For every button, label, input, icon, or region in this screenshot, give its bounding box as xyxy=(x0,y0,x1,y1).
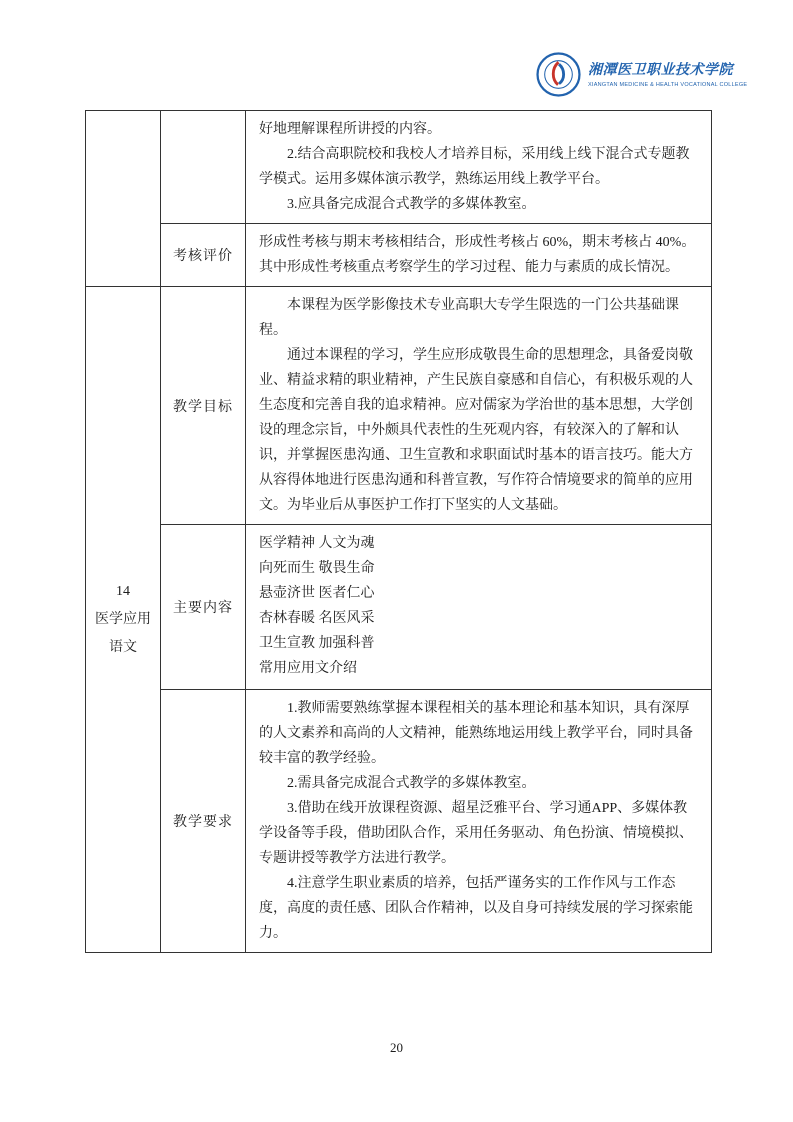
paragraph: 2.需具备完成混合式教学的多媒体教室。 xyxy=(287,776,536,791)
requirements-content-cell xyxy=(246,690,712,953)
course-id-cell xyxy=(86,287,161,953)
table-row-main-content xyxy=(86,525,712,690)
paragraph: 通过本课程的学习，学生应形成敬畏生命的思想理念，具备爱岗敬业、精益求精的职业精神，产生民族自豪感和自信心，有积极乐观的人生态度和完善自我的追求精神。应对儒家为学治世的基本思想，大学创设的理念宗旨，中外颇具代表性的生死观内容，有较深入的了解和认识，并掌握医患沟通、卫生宣教和求职面试时基本的语言技巧。能大方从容得体地进行医患沟通和科普宣教，写作符合情境要求的简单的应用文。为毕业后从事医护工作打下坚实的人文基础。 xyxy=(259,348,693,513)
college-name-cn: 湘潭医卫职业技术学院 xyxy=(588,62,733,78)
table-row-objectives xyxy=(86,287,712,525)
content-item: 卫生宣教 加强科普 xyxy=(259,636,375,651)
page-number: 20 xyxy=(390,1040,403,1055)
college-name-block xyxy=(588,62,747,88)
content-item: 悬壶济世 医者仁心 xyxy=(259,586,375,601)
table-row-requirements xyxy=(86,690,712,953)
table-row-continuation-content xyxy=(86,111,712,224)
course-number: 14 xyxy=(116,583,130,599)
requirements-label-cell: 教学要求 xyxy=(161,690,246,953)
main-content-cell xyxy=(246,525,712,690)
content-item: 常用应用文介绍 xyxy=(259,661,357,676)
college-name-en: XIANGTAN MEDICINE & HEALTH VOCATIONAL COLLEGE xyxy=(588,81,748,88)
college-emblem-icon xyxy=(536,52,581,97)
assessment-label-cell: 考核评价 xyxy=(161,224,246,287)
paragraph: 2.结合高职院校和我校人才培养目标，采用线上线下混合式专题教学模式。运用多媒体演示教学，熟练运用线上教学平台。 xyxy=(259,147,690,187)
objectives-label-cell: 教学目标 xyxy=(161,287,246,525)
paragraph: 好地理解课程所讲授的内容。 xyxy=(259,122,441,137)
objectives-content-cell xyxy=(246,287,712,525)
course-syllabus-table xyxy=(85,110,712,953)
paragraph: 4.注意学生职业素质的培养，包括严谨务实的工作作风与工作态度，高度的责任感、团队合作精神，以及自身可持续发展的学习探索能力。 xyxy=(259,876,693,941)
course-name-line1: 医学应用 xyxy=(95,611,151,627)
row-label-cell-empty xyxy=(161,111,246,224)
table-row-assessment xyxy=(86,224,712,287)
college-logo xyxy=(536,52,747,97)
paragraph: 3.应具备完成混合式教学的多媒体教室。 xyxy=(287,197,536,212)
content-item: 向死而生 敬畏生命 xyxy=(259,561,375,576)
course-id-cell-empty xyxy=(86,111,161,287)
paragraph: 3.借助在线开放课程资源、超星泛雅平台、学习通APP、多媒体教学设备等手段，借助团队合作，采用任务驱动、角色扮演、情境模拟、专题讲授等教学方法进行教学。 xyxy=(259,801,693,866)
assessment-content-cell xyxy=(246,224,712,287)
course-name-line2: 语文 xyxy=(109,639,137,655)
content-item: 医学精神 人文为魂 xyxy=(259,536,375,551)
paragraph: 1.教师需要熟练掌握本课程相关的基本理论和基本知识，具有深厚的人文素养和高尚的人文精神，能熟练地运用线上教学平台，同时具备较丰富的教学经验。 xyxy=(259,701,693,766)
paragraph: 本课程为医学影像技术专业高职大专学生限选的一门公共基础课程。 xyxy=(259,298,679,338)
paragraph: 形成性考核与期末考核相结合，形成性考核占 60%，期末考核占 40%。其中形成性考核重点考察学生的学习过程、能力与素质的成长情况。 xyxy=(259,235,696,275)
content-item: 杏林春暖 名医风采 xyxy=(259,611,375,626)
main-content-label-cell: 主要内容 xyxy=(161,525,246,690)
continuation-content-cell xyxy=(246,111,712,224)
